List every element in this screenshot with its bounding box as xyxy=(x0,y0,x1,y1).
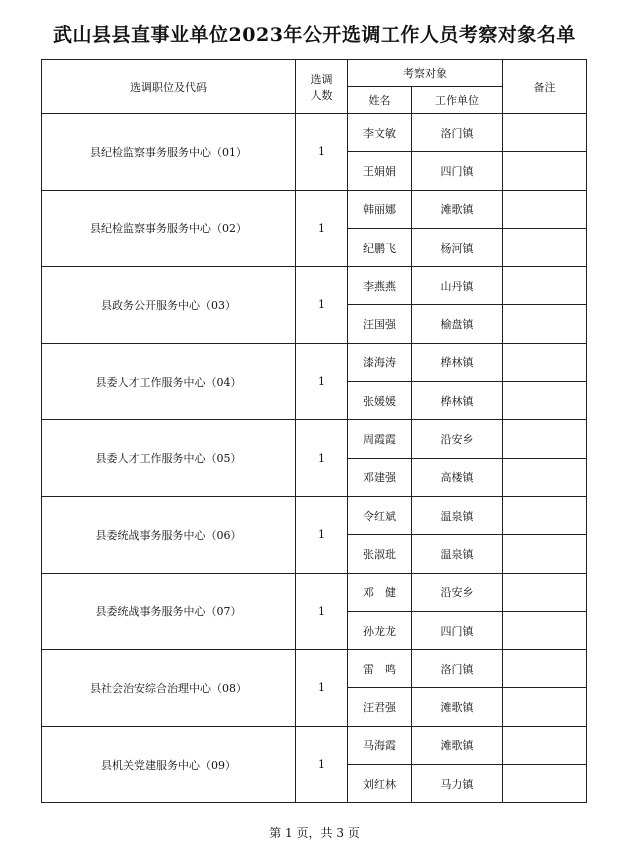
remarks-cell xyxy=(503,114,587,152)
workplace-cell: 洛门镇 xyxy=(412,114,503,152)
remarks-cell xyxy=(503,343,587,381)
workplace-cell: 杨河镇 xyxy=(412,228,503,266)
position-cell: 县纪检监察事务服务中心（02） xyxy=(42,190,296,267)
workplace-cell: 马力镇 xyxy=(412,765,503,803)
candidate-name-cell: 李燕燕 xyxy=(348,267,412,305)
candidate-name-cell: 李文敏 xyxy=(348,114,412,152)
workplace-cell: 四门镇 xyxy=(412,611,503,649)
workplace-cell: 桦林镇 xyxy=(412,382,503,420)
header-workplace: 工作单位 xyxy=(412,87,503,114)
workplace-cell: 榆盘镇 xyxy=(412,305,503,343)
count-cell: 1 xyxy=(296,267,348,344)
workplace-cell: 温泉镇 xyxy=(412,535,503,573)
position-cell: 县机关党建服务中心（09） xyxy=(42,726,296,803)
table-row xyxy=(42,343,587,381)
table-row xyxy=(42,114,587,152)
table-row xyxy=(42,267,587,305)
count-cell: 1 xyxy=(296,573,348,650)
header-count xyxy=(296,60,348,114)
candidate-name-cell: 王娟娟 xyxy=(348,152,412,190)
candidate-name-cell: 韩丽娜 xyxy=(348,190,412,228)
position-cell: 县社会治安综合治理中心（08） xyxy=(42,650,296,727)
table-row xyxy=(42,573,587,611)
table-body xyxy=(42,114,587,803)
candidate-name-cell: 邓建强 xyxy=(348,458,412,496)
count-cell: 1 xyxy=(296,190,348,267)
count-cell: 1 xyxy=(296,343,348,420)
remarks-cell xyxy=(503,650,587,688)
table-row xyxy=(42,190,587,228)
candidate-name-cell: 汪国强 xyxy=(348,305,412,343)
position-cell: 县委统战事务服务中心（06） xyxy=(42,496,296,573)
candidate-name-cell: 刘红林 xyxy=(348,765,412,803)
remarks-cell xyxy=(503,305,587,343)
table-row xyxy=(42,650,587,688)
workplace-cell: 滩歌镇 xyxy=(412,190,503,228)
candidate-name-cell: 令红斌 xyxy=(348,496,412,534)
workplace-cell: 滩歌镇 xyxy=(412,726,503,764)
candidate-name-cell: 张媛媛 xyxy=(348,382,412,420)
table-row xyxy=(42,496,587,534)
remarks-cell xyxy=(503,573,587,611)
candidate-name-cell: 纪鹏飞 xyxy=(348,228,412,266)
remarks-cell xyxy=(503,765,587,803)
page-footer: 第 1 页，共 3 页 xyxy=(269,826,360,840)
count-cell: 1 xyxy=(296,496,348,573)
position-cell: 县委人才工作服务中心（04） xyxy=(42,343,296,420)
page-title: 武山县县直事业单位2023年公开选调工作人员考察对象名单 xyxy=(53,24,576,46)
candidate-table xyxy=(41,59,587,803)
candidate-name-cell: 周霞霞 xyxy=(348,420,412,458)
table-row xyxy=(42,726,587,764)
workplace-cell: 温泉镇 xyxy=(412,496,503,534)
count-cell: 1 xyxy=(296,726,348,803)
remarks-cell xyxy=(503,190,587,228)
header-candidates: 考察对象 xyxy=(348,60,503,87)
remarks-cell xyxy=(503,228,587,266)
count-cell: 1 xyxy=(296,650,348,727)
workplace-cell: 桦林镇 xyxy=(412,343,503,381)
remarks-cell xyxy=(503,496,587,534)
count-cell: 1 xyxy=(296,114,348,191)
remarks-cell xyxy=(503,726,587,764)
remarks-cell xyxy=(503,611,587,649)
remarks-cell xyxy=(503,267,587,305)
workplace-cell: 滩歌镇 xyxy=(412,688,503,726)
header-name: 姓名 xyxy=(348,87,412,114)
workplace-cell: 沿安乡 xyxy=(412,420,503,458)
position-cell: 县政务公开服务中心（03） xyxy=(42,267,296,344)
remarks-cell xyxy=(503,688,587,726)
candidate-name-cell: 汪君强 xyxy=(348,688,412,726)
header-count-line1: 选调 xyxy=(310,72,333,86)
candidate-name-cell: 张淑玭 xyxy=(348,535,412,573)
position-cell: 县纪检监察事务服务中心（01） xyxy=(42,114,296,191)
remarks-cell xyxy=(503,382,587,420)
candidate-name-cell: 马海霞 xyxy=(348,726,412,764)
header-count-line2: 人数 xyxy=(310,88,333,102)
count-cell: 1 xyxy=(296,420,348,497)
workplace-cell: 洛门镇 xyxy=(412,650,503,688)
candidate-name-cell: 孙龙龙 xyxy=(348,611,412,649)
remarks-cell xyxy=(503,152,587,190)
workplace-cell: 沿安乡 xyxy=(412,573,503,611)
remarks-cell xyxy=(503,458,587,496)
position-cell: 县委统战事务服务中心（07） xyxy=(42,573,296,650)
workplace-cell: 四门镇 xyxy=(412,152,503,190)
remarks-cell xyxy=(503,420,587,458)
candidate-name-cell: 邓 健 xyxy=(348,573,412,611)
workplace-cell: 高楼镇 xyxy=(412,458,503,496)
candidate-name-cell: 雷 鸣 xyxy=(348,650,412,688)
header-remarks: 备注 xyxy=(503,60,587,114)
position-cell: 县委人才工作服务中心（05） xyxy=(42,420,296,497)
workplace-cell: 山丹镇 xyxy=(412,267,503,305)
table-row xyxy=(42,420,587,458)
candidate-name-cell: 漆海涛 xyxy=(348,343,412,381)
remarks-cell xyxy=(503,535,587,573)
header-position: 选调职位及代码 xyxy=(42,60,296,114)
